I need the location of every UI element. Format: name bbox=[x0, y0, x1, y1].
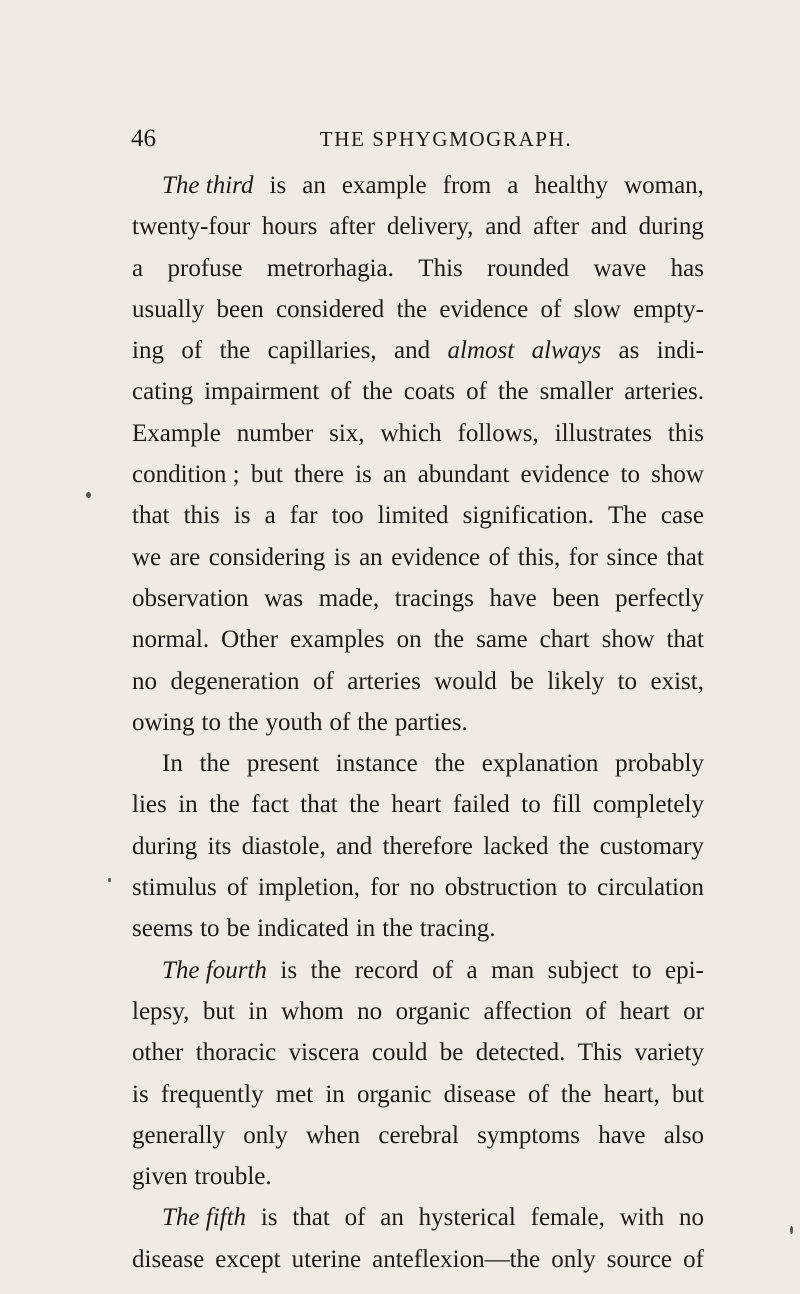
word: explanation bbox=[481, 750, 599, 778]
word: of bbox=[540, 295, 562, 323]
word: profuse bbox=[167, 254, 243, 282]
word: metrorhagia. bbox=[266, 254, 394, 282]
word: also bbox=[663, 1121, 704, 1149]
word: when bbox=[306, 1121, 361, 1149]
word: be bbox=[439, 1039, 464, 1067]
word: is bbox=[233, 502, 251, 530]
running-head bbox=[131, 124, 701, 154]
text-line bbox=[132, 950, 704, 991]
word: probably bbox=[615, 750, 704, 778]
word: has bbox=[670, 254, 704, 282]
word: of bbox=[488, 543, 510, 571]
word: twenty-four bbox=[132, 213, 251, 241]
word: no bbox=[357, 997, 383, 1025]
text-line bbox=[132, 908, 704, 949]
word: since bbox=[606, 543, 658, 571]
word: only bbox=[551, 1245, 596, 1273]
word: capillaries, bbox=[267, 337, 377, 365]
word: the bbox=[434, 750, 465, 778]
word: an bbox=[382, 461, 407, 489]
word: except bbox=[215, 1245, 281, 1273]
word: the bbox=[199, 750, 231, 778]
word: perfectly bbox=[615, 584, 704, 612]
word: The bbox=[607, 502, 647, 530]
word: examples bbox=[290, 626, 385, 654]
word: show bbox=[601, 626, 655, 654]
word: female, bbox=[530, 1204, 605, 1232]
text-line bbox=[132, 165, 704, 206]
word: the bbox=[227, 708, 259, 736]
word: anteflexion—the bbox=[372, 1245, 541, 1273]
word: of bbox=[585, 997, 607, 1025]
word: slow bbox=[573, 295, 621, 323]
word: the bbox=[209, 791, 240, 819]
word: number bbox=[236, 419, 314, 447]
word: to bbox=[620, 461, 640, 489]
word: an bbox=[302, 172, 326, 199]
italic-word: The fifth bbox=[162, 1204, 247, 1232]
word: evidence bbox=[439, 295, 529, 323]
word: with bbox=[619, 1204, 665, 1232]
word: arteries bbox=[347, 667, 421, 695]
word: record bbox=[354, 956, 419, 984]
word: but bbox=[202, 997, 235, 1025]
word: rounded bbox=[487, 254, 570, 282]
word: lacked bbox=[483, 832, 549, 860]
word: seems bbox=[132, 915, 194, 943]
word: no bbox=[678, 1204, 704, 1232]
word: been bbox=[216, 295, 264, 323]
word: of bbox=[527, 1080, 549, 1108]
word: affection bbox=[483, 997, 572, 1025]
word: its bbox=[207, 832, 232, 860]
word: is bbox=[260, 1204, 278, 1232]
word: signification. bbox=[462, 502, 594, 530]
text-line bbox=[132, 1074, 704, 1115]
word: cating bbox=[132, 378, 194, 406]
word: instance bbox=[335, 750, 418, 778]
text-line bbox=[132, 619, 704, 660]
word: this bbox=[183, 502, 220, 530]
text-line bbox=[132, 495, 704, 536]
word: symptoms bbox=[477, 1121, 580, 1149]
word: of bbox=[432, 956, 453, 984]
word: coats bbox=[403, 378, 456, 406]
word: trouble. bbox=[194, 1163, 272, 1191]
word: was bbox=[264, 584, 304, 612]
word: organic bbox=[356, 1080, 432, 1108]
word: to bbox=[521, 791, 541, 819]
text-line bbox=[132, 330, 704, 371]
word: evidence bbox=[520, 461, 610, 489]
word: This bbox=[577, 1039, 623, 1067]
word: hysterical bbox=[418, 1204, 516, 1232]
word: a bbox=[507, 172, 519, 199]
italic-word: always bbox=[531, 337, 602, 365]
word: same bbox=[476, 626, 528, 654]
word: a bbox=[132, 254, 144, 282]
word: a bbox=[466, 956, 478, 984]
word: likely bbox=[547, 667, 605, 695]
word: whom bbox=[281, 997, 344, 1025]
word: exist, bbox=[650, 667, 704, 695]
word: and bbox=[336, 832, 373, 860]
word: this, bbox=[517, 543, 561, 571]
text-line bbox=[132, 413, 704, 454]
word: too bbox=[331, 502, 364, 530]
text-line bbox=[132, 784, 704, 825]
word: is bbox=[355, 461, 372, 489]
word: show bbox=[651, 461, 704, 489]
text-line bbox=[132, 1032, 704, 1073]
word: owing bbox=[132, 708, 195, 736]
text-line bbox=[132, 1239, 704, 1280]
word: be bbox=[226, 915, 251, 943]
word: to bbox=[201, 708, 221, 736]
word: are bbox=[169, 543, 201, 571]
word: abundant bbox=[417, 461, 510, 489]
word: could bbox=[371, 1039, 428, 1067]
word: therefore bbox=[382, 832, 473, 860]
word: man bbox=[491, 956, 535, 984]
word: impletion, bbox=[257, 874, 361, 902]
word: woman, bbox=[624, 172, 704, 199]
margin-speck bbox=[108, 878, 111, 882]
word: organic bbox=[395, 997, 471, 1025]
word: is bbox=[280, 956, 298, 984]
word: after bbox=[533, 213, 579, 241]
word: a bbox=[264, 502, 276, 530]
word: heart bbox=[391, 791, 442, 819]
word: tracings bbox=[394, 584, 474, 612]
word: the bbox=[362, 378, 393, 406]
word: epi- bbox=[665, 956, 704, 984]
text-line bbox=[132, 743, 704, 784]
word: variety bbox=[634, 1039, 704, 1067]
word: met bbox=[275, 1080, 314, 1108]
word: Example bbox=[132, 419, 221, 447]
word: of bbox=[312, 667, 334, 695]
text-line bbox=[132, 826, 704, 867]
word: be bbox=[510, 667, 534, 695]
word: heart bbox=[619, 997, 670, 1025]
word: during bbox=[638, 213, 704, 241]
word: only bbox=[243, 1121, 288, 1149]
word: completely bbox=[592, 791, 704, 819]
body-text bbox=[132, 165, 704, 1280]
word: wave bbox=[593, 254, 647, 282]
word: cerebral bbox=[378, 1121, 459, 1149]
word: is bbox=[269, 172, 287, 199]
text-line bbox=[132, 1115, 704, 1156]
word: follows, bbox=[457, 419, 539, 447]
word: limited bbox=[377, 502, 449, 530]
word: to bbox=[617, 667, 638, 695]
word: for bbox=[568, 543, 598, 571]
word: have bbox=[489, 584, 537, 612]
word: disease bbox=[443, 1080, 516, 1108]
word: the bbox=[396, 295, 428, 323]
text-line bbox=[132, 1156, 704, 1197]
word: smaller bbox=[539, 378, 614, 406]
word: case bbox=[660, 502, 704, 530]
word: empty- bbox=[633, 295, 704, 323]
word: normal. bbox=[132, 626, 210, 654]
margin-speck bbox=[86, 492, 91, 498]
word: failed bbox=[452, 791, 510, 819]
word: chart bbox=[539, 626, 590, 654]
word: considered bbox=[275, 295, 385, 323]
word: that bbox=[666, 543, 704, 571]
word: in bbox=[178, 791, 198, 819]
word: lepsy, bbox=[132, 997, 190, 1025]
text-line bbox=[132, 702, 704, 743]
word: customary bbox=[599, 832, 704, 860]
word: This bbox=[418, 254, 463, 282]
word: diastole, bbox=[241, 832, 326, 860]
word: that bbox=[666, 626, 704, 654]
word: heart, bbox=[603, 1080, 660, 1108]
word: far bbox=[289, 502, 318, 530]
text-line bbox=[132, 867, 704, 908]
word: viscera bbox=[288, 1039, 360, 1067]
word: we bbox=[132, 543, 162, 571]
word: as bbox=[618, 337, 640, 365]
page-number: 46 bbox=[131, 125, 156, 152]
word: present bbox=[246, 750, 320, 778]
word: that bbox=[300, 791, 338, 819]
word: frequently bbox=[160, 1080, 264, 1108]
word: of bbox=[226, 874, 248, 902]
word: to bbox=[567, 874, 587, 902]
word: and bbox=[590, 213, 627, 241]
word: but bbox=[250, 461, 283, 489]
word: but bbox=[671, 1080, 704, 1108]
text-line bbox=[132, 454, 704, 495]
word: healthy bbox=[534, 172, 609, 199]
word: evidence bbox=[391, 543, 481, 571]
text-line bbox=[132, 289, 704, 330]
word: would bbox=[434, 667, 497, 695]
word: the bbox=[560, 1080, 592, 1108]
word: the bbox=[433, 626, 465, 654]
word: example bbox=[341, 172, 427, 199]
italic-word: The fourth bbox=[162, 956, 267, 984]
word: circulation bbox=[597, 874, 704, 902]
word: detected. bbox=[475, 1039, 566, 1067]
word: and bbox=[394, 337, 431, 365]
word: Other bbox=[221, 626, 279, 654]
word: stimulus bbox=[132, 874, 217, 902]
word: no bbox=[409, 874, 435, 902]
word: to bbox=[632, 956, 652, 984]
word: in bbox=[248, 997, 268, 1025]
word: on bbox=[396, 626, 422, 654]
text-line bbox=[132, 1197, 704, 1238]
word: considering bbox=[208, 543, 326, 571]
text-line bbox=[132, 578, 704, 619]
word: that bbox=[292, 1204, 330, 1232]
text-line bbox=[132, 206, 704, 247]
word: there bbox=[293, 461, 344, 489]
word: generally bbox=[132, 1121, 226, 1149]
word: during bbox=[132, 832, 198, 860]
word: obstruction bbox=[444, 874, 558, 902]
word: of bbox=[466, 378, 487, 406]
word: the bbox=[558, 832, 590, 860]
word: observation bbox=[132, 584, 249, 612]
word: uterine bbox=[291, 1245, 362, 1273]
word: arteries. bbox=[624, 378, 704, 406]
word: have bbox=[598, 1121, 646, 1149]
word: the bbox=[382, 915, 413, 943]
word: in bbox=[355, 915, 376, 943]
word: tracing. bbox=[419, 915, 496, 943]
word: usually bbox=[132, 295, 205, 323]
word: impairment bbox=[204, 378, 320, 406]
margin-speck bbox=[790, 1226, 793, 1234]
word: parties. bbox=[394, 708, 468, 736]
word: an bbox=[380, 1204, 404, 1232]
word: the bbox=[349, 791, 380, 819]
italic-word: almost bbox=[447, 337, 515, 365]
word: this bbox=[667, 419, 704, 447]
word: an bbox=[359, 543, 383, 571]
word: is bbox=[132, 1080, 149, 1108]
word: thoracic bbox=[195, 1039, 277, 1067]
word: six, bbox=[329, 419, 365, 447]
word: in bbox=[325, 1080, 345, 1108]
word: indicated bbox=[257, 915, 349, 943]
word: ing bbox=[132, 337, 164, 365]
running-title: THE SPHYGMOGRAPH. bbox=[319, 127, 573, 151]
word: the bbox=[357, 708, 388, 736]
word: or bbox=[683, 997, 704, 1025]
word: condition ; bbox=[132, 461, 240, 489]
word: been bbox=[552, 584, 600, 612]
word: of bbox=[329, 708, 351, 736]
word: no bbox=[132, 667, 157, 695]
text-line bbox=[132, 661, 704, 702]
word: indi- bbox=[656, 337, 704, 365]
word: youth bbox=[265, 708, 323, 736]
word: that bbox=[132, 502, 170, 530]
word: which bbox=[380, 419, 442, 447]
text-line bbox=[132, 537, 704, 578]
word: after bbox=[329, 213, 376, 241]
word: source bbox=[606, 1245, 673, 1273]
word: other bbox=[132, 1039, 184, 1067]
word: of bbox=[181, 337, 203, 365]
word: the bbox=[498, 378, 529, 406]
italic-word: The third bbox=[162, 172, 254, 199]
word: and bbox=[485, 213, 522, 241]
word: disease bbox=[132, 1245, 205, 1273]
word: the bbox=[310, 956, 342, 984]
word: of bbox=[344, 1204, 366, 1232]
word: of bbox=[683, 1245, 704, 1273]
text-line bbox=[132, 371, 704, 412]
word: In bbox=[162, 750, 183, 778]
text-line bbox=[132, 991, 704, 1032]
word: is bbox=[333, 543, 351, 571]
word: to bbox=[200, 915, 220, 943]
word: the bbox=[219, 337, 251, 365]
word: from bbox=[442, 172, 492, 199]
word: degeneration bbox=[170, 667, 300, 695]
word: fact bbox=[251, 791, 289, 819]
word: for bbox=[370, 874, 400, 902]
word: fill bbox=[552, 791, 582, 819]
word: made, bbox=[318, 584, 380, 612]
word: lies bbox=[132, 791, 167, 819]
word: illustrates bbox=[554, 419, 652, 447]
word: of bbox=[330, 378, 352, 406]
text-line bbox=[132, 248, 704, 289]
word: hours bbox=[261, 213, 318, 241]
word: delivery, bbox=[386, 213, 474, 241]
word: given bbox=[132, 1163, 188, 1191]
word: subject bbox=[547, 956, 619, 984]
